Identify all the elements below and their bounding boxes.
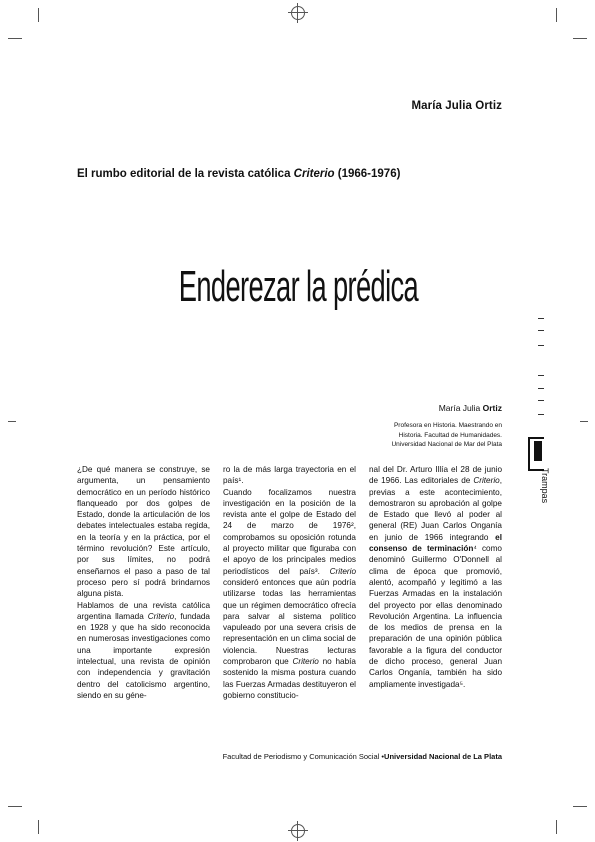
section-block-icon — [534, 441, 542, 461]
crop-mark — [573, 38, 587, 39]
registration-mark — [291, 824, 305, 838]
crop-mark — [556, 8, 557, 22]
column-2 — [223, 464, 356, 701]
author-affiliation: Profesora en Historia. Maestrando en Historia. Facultad de Humanidades. Universidad Nacional de Mar del Plata — [391, 422, 502, 448]
crop-mark — [38, 820, 39, 834]
side-tick — [538, 375, 544, 376]
side-tick — [538, 388, 544, 389]
registration-mark — [291, 6, 305, 20]
page-footer: Facultad de Periodismo y Comunicación Social •Universidad Nacional de La Plata — [222, 752, 502, 761]
side-tick — [538, 318, 544, 319]
side-tick — [538, 345, 544, 346]
crop-mark — [8, 806, 22, 807]
paragraph: Hablamos de una revista católica argentina llamada Criterio, fundada en 1928 y que ha sido reconocida en numerosas investigaciones como una importante expresión intelectual, una revista de opinión con independencia y gravitación dentro del catolicismo argentino, siendo en su géne- — [77, 600, 210, 700]
column-1 — [77, 464, 210, 701]
header-author: María Julia Ortiz — [411, 100, 502, 112]
side-tick — [538, 330, 544, 331]
side-tick — [538, 414, 544, 415]
crop-mark — [580, 421, 588, 422]
paragraph: ¿De qué manera se construye, se argumenta, un pensamiento democrático en un período histórico flanqueado por dos golpes de Estado, donde la articulación de los debates intelectuales estaba regida, en la teoría y en la práctica, por el término revolución? Este artículo, por sus límites, no podrá enseñarnos el paso a paso de tal proceso pero sí podrá brindarnos alguna pista. — [77, 465, 210, 599]
crop-mark — [573, 806, 587, 807]
column-3 — [369, 464, 502, 701]
crop-mark — [8, 38, 22, 39]
section-label: Trampas — [540, 468, 550, 504]
article-title: Enderezar la prédica — [178, 262, 419, 311]
crop-mark — [556, 820, 557, 834]
article-subtitle: El rumbo editorial de la revista católica Criterio (1966-1976) — [77, 168, 401, 180]
crop-mark — [38, 8, 39, 22]
side-tick — [538, 400, 544, 401]
crop-mark — [8, 421, 16, 422]
paragraph: nal del Dr. Arturo Illía el 28 de junio de 1966. Las editoriales de Criterio, previas a este acontecimiento, demostraron su aprobación al golpe de Estado que llevó al poder al general (RE) Juan Carlos Onganía en junio de 1966 integrando el consenso de terminación⁴ como denominó Guillermo O'Donnell al clima de época que promovió, alentó, acompañó y legitimó a las Fuerzas Armadas en la instalación del proyecto por ellas denominado Revolución Argentina. La influencia de los medios de prensa en la preparación de una opinión pública favorable a la figura del conductor de dicho proceso, general Juan Carlos Onganía, también ha sido ampliamente investigada⁵. — [369, 465, 502, 689]
paragraph: Cuando focalizamos nuestra investigación en la posición de la revista ante el golpe de Estado del 24 de marzo de 1976², comprobamos su oposición rotunda al proyecto militar que figuraba con el apoyo de los principales medios periodísticos del país³. Criterio consideró entonces que aún podría utilizarse todas las herramientas que un régimen democrático ofrecía para salvar al sistema político vapuleado por una severa crisis de representación en un clima social de violencia. Nuestras lecturas comprobaron que Criterio no había sostenido la misma postura cuando las Fuerzas Armadas destituyeron el gobierno constitucio- — [223, 487, 356, 700]
body-columns — [77, 464, 502, 701]
paragraph: ro la de más larga trayectoria en el país¹. — [223, 465, 356, 486]
byline: María Julia Ortiz — [438, 403, 502, 413]
